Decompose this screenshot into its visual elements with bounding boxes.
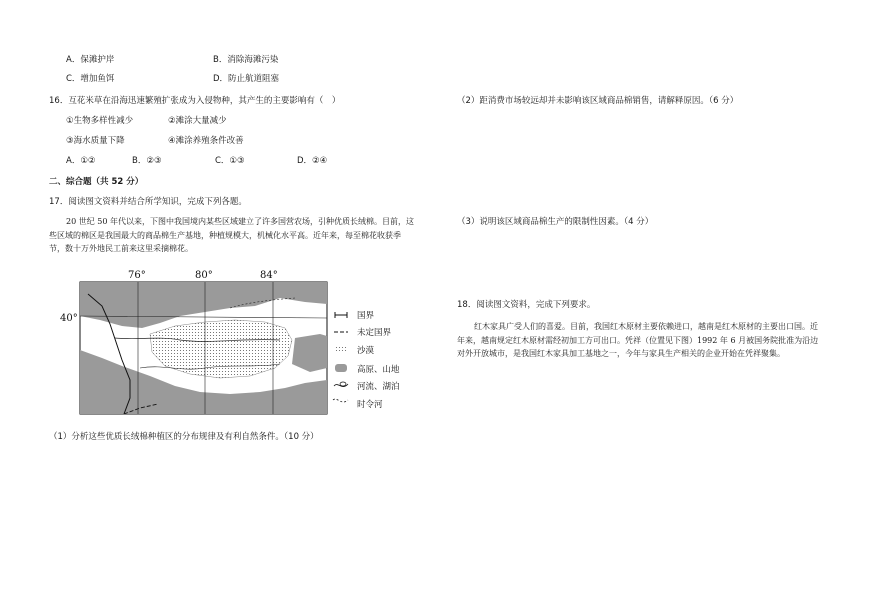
legend-national-border: 国界 [357,311,375,321]
q16-stem: 16．互花米草在沿海迅速繁殖扩张成为入侵物种，其产生的主要影响有（ ） [49,96,341,106]
lat-label-40: 40° [60,313,78,324]
legend-desert: 沙漠 [357,346,375,356]
q16-choice-d: D．②④ [297,156,328,166]
q16-item-3: ③海水质量下降 [66,136,125,146]
q16-item-2: ②滩涂大量减少 [168,116,227,126]
section-title: 二、综合题（共 52 分） [49,177,144,187]
legend-plateau-mountain: 高原、山地 [357,365,400,375]
lon-label-84: 84° [260,270,278,281]
q18-paragraph: 红木家具广受人们的喜爱。目前，我国红木原材主要依赖进口，越南是红木原材的主要出口国。近年来，越南规定红木原材需经初加工方可出口。凭祥（位置见下图）1992 年 6 月被国务院批准为沿边对外开放城市，是我国红木家具加工基地之一，今年与家具生产相关的企业开始在凭祥聚集。 [457,322,819,358]
mountain-area-east [292,334,327,372]
legend-undetermined-border: 未定国界 [357,328,392,338]
q16-item-1: ①生物多样性减少 [66,116,134,126]
lon-label-80: 80° [195,270,213,281]
q15-option-a: A．保滩护岸 [66,55,115,65]
lon-label-76: 76° [128,270,146,281]
q17-sub2: （2）距消费市场较远却并未影响该区域商品棉销售，请解释原因。（6 分） [457,96,739,106]
map-figure [60,268,410,418]
q17-sub1: （1）分析这些优质长绒棉种植区的分布规律及有利自然条件。（10 分） [49,432,319,442]
q16-item-4: ④滩涂养殖条件改善 [168,136,244,146]
q17-stem: 17．阅读图文资料并结合所学知识，完成下列各题。 [49,197,247,207]
q16-choice-b: B．②③ [132,156,162,166]
q17-sub3: （3）说明该区域商品棉生产的限制性因素。（4 分） [457,217,654,227]
legend-seasonal-river: 时令河 [357,400,383,410]
legend-river-lake: 河流、湖泊 [357,382,400,392]
q15-option-c: C．增加鱼饵 [66,74,115,84]
q16-choice-c: C．①③ [215,156,245,166]
q17-paragraph: 20 世纪 50 年代以来，下图中我国境内某些区域建立了许多国营农场，引种优质长绒棉。目前，这些区域的棉区是我国最大的商品棉生产基地，种植规模大，机械化水平高。近年来，每至棉花收获季节，数十万外地民工前来这里采摘棉花。 [49,217,414,253]
q18-stem: 18．阅读图文资料，完成下列要求。 [457,300,596,310]
q15-option-d: D．防止航道阻塞 [213,74,280,84]
q16-choice-a: A．①② [66,156,96,166]
q15-option-b: B．消除海滩污染 [213,55,279,65]
map-legend [333,311,400,410]
